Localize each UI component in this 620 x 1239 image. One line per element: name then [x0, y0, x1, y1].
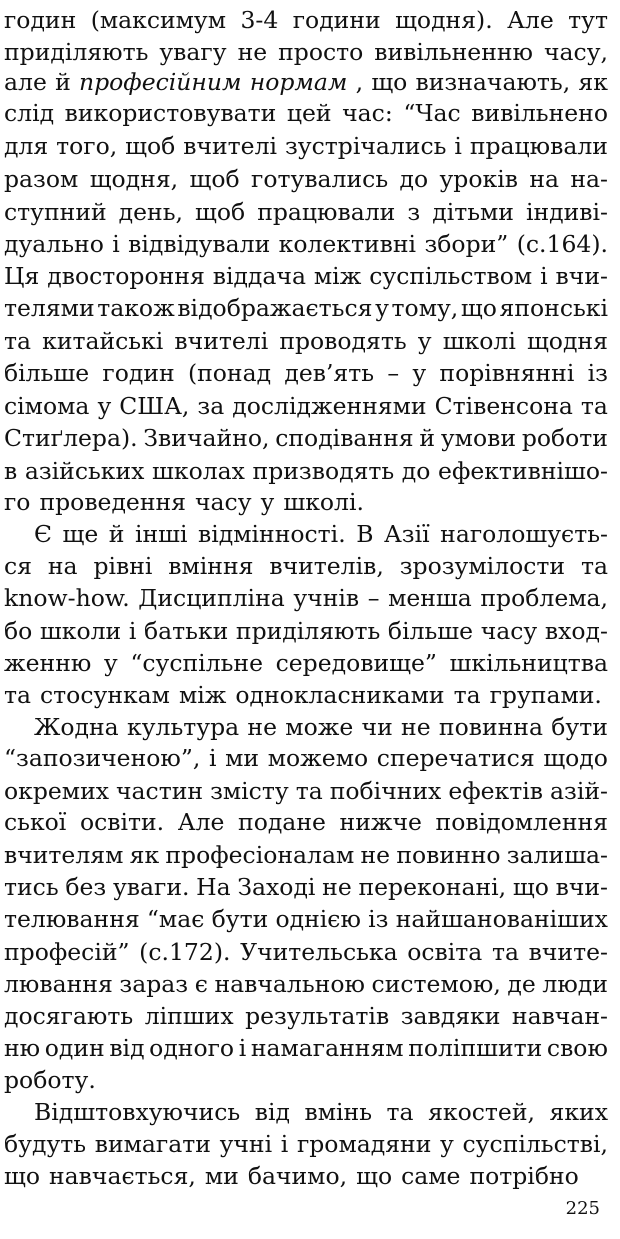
text-line: го проведення часу у школі.	[4, 488, 364, 516]
text-line: Стиґлера). Звичайно, сподівання й умови роботи	[4, 424, 608, 452]
text-line: ню один від одного і намаганням поліпшити свою	[4, 1034, 608, 1062]
text-line: разом щодня, щоб готувались до уроків на на-	[4, 165, 608, 193]
text-line: приділяють увагу не просто вивільненню часу,	[4, 38, 608, 66]
text-line: ської освіти. Але подане нижче повідомлення	[4, 808, 608, 836]
page-number: 225	[565, 1198, 600, 1219]
text-line: бо школи і батьки приділяють більше часу вход-	[4, 617, 608, 645]
text-line: для того, щоб вчителі зустрічались і працювали	[4, 132, 608, 160]
text-line: та стосункам між однокласниками та групами.	[4, 681, 602, 709]
text-line: будуть вимагати учні і громадяни у суспільстві,	[4, 1130, 608, 1158]
text-line: слід використовувати цей час: “Час вивільнено	[4, 99, 608, 127]
text-line: ся на рівні вміння вчителів, зрозумілости та	[4, 552, 608, 580]
text-line: що навчається, ми бачимо, що саме потрібно	[4, 1162, 579, 1190]
text-line: роботу.	[4, 1066, 96, 1094]
text-line: know-how. Дисципліна учнів – менша проблема,	[4, 584, 608, 612]
text-line: сімома у США, за дослідженнями Стівенсона та	[4, 392, 608, 420]
text-line: в азійських школах призводять до ефективнішо-	[4, 457, 608, 485]
text-line: Відштовхуючись від вмінь та якостей, яких	[34, 1098, 608, 1126]
text-line: Жодна культура не може чи не повинна бути	[34, 713, 608, 741]
text-line: Ця двостороння віддача між суспільством і вчи-	[4, 262, 608, 290]
text-line: досягають ліпших результатів завдяки навчан-	[4, 1002, 608, 1030]
text-line: женню у “суспільне середовище” шкільництва	[4, 649, 608, 677]
text-line: годин (максимум 3-4 години щодня). Але тут	[4, 6, 608, 34]
text-line: професій” (с.172). Учительська освіта та вчите-	[4, 938, 608, 966]
text-line: ступний день, щоб працювали з дітьми індиві-	[4, 198, 608, 226]
text-line: окремих частин змісту та побічних ефектів азій-	[4, 777, 608, 805]
text-line: телями також відображається у тому, що японські	[4, 294, 608, 322]
text-line: “запозиченою”, і ми можемо сперечатися щодо	[4, 744, 608, 772]
text-line: лювання зараз є навчальною системою, де люди	[4, 970, 608, 998]
text-line: дуально і відвідували колективні збори” (с.164).	[4, 230, 608, 258]
text-line: але й професійним нормам , що визначають, як	[4, 68, 608, 96]
text-line: та китайські вчителі проводять у школі щодня	[4, 327, 608, 355]
text-line: вчителям як професіоналам не повинно залиша-	[4, 841, 608, 869]
text-line: тись без уваги. На Заході не переконані, що вчи-	[4, 873, 608, 901]
text-line: більше годин (понад дев’ять – у порівнянні із	[4, 359, 608, 387]
text-line: Є ще й інші відмінності. В Азії наголошуєть-	[34, 520, 608, 548]
book-page	[4, 0, 612, 1239]
text-line: телювання “має бути однією із найшанованіших	[4, 905, 608, 933]
